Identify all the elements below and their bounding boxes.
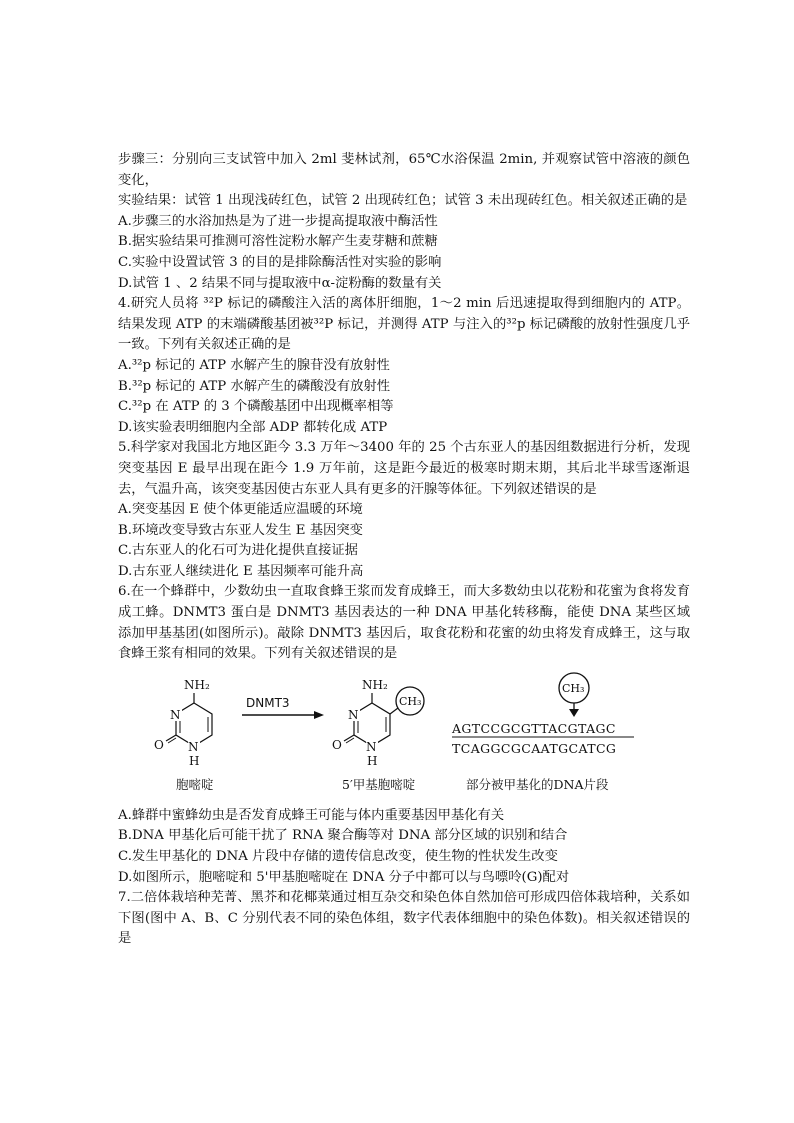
methylcytosine-n-label: N xyxy=(348,707,359,722)
q6-option-c: C.发生甲基化的 DNA 片段中存储的遗传信息改变，使生物的性状发生改变 xyxy=(118,849,558,865)
q3-option-a: A.步骤三的水浴加热是为了进一步提高提取液中酶活性 xyxy=(118,213,438,229)
cytosine-n-label: N xyxy=(170,707,181,722)
experiment-result: 实验结果：试管 1 出现浅砖红色，试管 2 出现砖红色；试管 3 未出现砖红色。相关叙述正确的是 xyxy=(118,193,688,209)
q4-option-d: D.该实验表明细胞内全部 ADP 都转化成 ATP xyxy=(118,419,388,435)
q6-option-a: A.蜂群中蜜蜂幼虫是否发育成蜂王可能与体内重要基因甲基化有关 xyxy=(118,807,505,823)
methylation-diagram xyxy=(118,671,690,806)
cytosine-nh2-label: NH₂ xyxy=(184,677,210,692)
question-text xyxy=(118,150,690,950)
arrow-head-icon xyxy=(314,711,324,719)
question-6-stem: 6.在一个蜂群中，少数幼虫一直取食蜂王浆而发育成蜂王，而大多数幼虫以花粉和花蜜为食将发育成工蜂。DNMT3 蛋白是 DNMT3 基因表达的一种 DNA 甲基化转移酶，能使 DNA 某些区域添加甲基基团(如图所示)。敲除 DNMT3 基因后，取食花粉和花蜜的幼虫将发育成蜂王，这与取食蜂王浆有相同的效果。下列有关叙述错误的是 xyxy=(118,584,690,662)
methylcytosine-o-label: O xyxy=(332,737,342,752)
q3-option-d: D.试管 1 、2 结果不同与提取液中α-淀粉酶的数量有关 xyxy=(118,275,442,291)
dna-top-strand: AGTCCGCGTTACGTAGC xyxy=(452,720,616,736)
cytosine-o-label: O xyxy=(154,737,164,752)
cytosine-n1-label: N xyxy=(188,739,199,754)
question-7-stem: 7.二倍体栽培种芜菁、黑芥和花椰菜通过相互杂交和染色体自然加倍可形成四倍体栽培种，关系如下图(图中 A、B、C 分别代表不同的染色体组，数字代表体细胞中的染色体数)。相关叙述错误的是 xyxy=(118,890,690,947)
dna-methyl-label: CH₃ xyxy=(562,681,585,695)
methylcytosine-n1-label: N xyxy=(366,739,377,754)
dnmt3-label: DNMT3 xyxy=(246,695,290,710)
caption-dna-fragment: 部分被甲基化的DNA片段 xyxy=(466,776,609,792)
methylcytosine-nh2-label: NH₂ xyxy=(362,677,388,692)
q5-option-b: B.环境改变导致古东亚人发生 E 基因突变 xyxy=(118,522,363,538)
q5-option-a: A.突变基因 E 使个体更能适应温暖的环境 xyxy=(118,502,363,518)
q6-option-b: B.DNA 甲基化后可能干扰了 RNA 聚合酶等对 DNA 部分区域的识别和结合 xyxy=(118,828,568,844)
dna-bottom-strand: TCAGGCGCAATGCATCG xyxy=(452,740,617,756)
step-three: 步骤三：分别向三支试管中加入 2ml 斐林试剂，65℃水浴保温 2min, 并观察试管中溶液的颜色变化， xyxy=(118,152,690,188)
question-4-stem: 4.研究人员将 ³²P 标记的磷酸注入活的离体肝细胞，1～2 min 后迅速提取得到细胞内的 ATP。结果发现 ATP 的末端磷酸基团被³²P 标记，并测得 ATP 与注入的³²p 标记磷酸的放射性强度几乎一致。下列有关叙述正确的是 xyxy=(118,296,690,353)
q3-option-c: C.实验中设置试管 3 的目的是排除酶活性对实验的影响 xyxy=(118,254,442,270)
q6-option-d: D.如图所示，胞嘧啶和 5'甲基胞嘧啶在 DNA 分子中都可以与鸟嘌呤(G)配对 xyxy=(118,869,570,885)
q5-option-c: C.古东亚人的化石可为进化提供直接证据 xyxy=(118,543,358,559)
methylation-figure xyxy=(118,671,690,806)
methyl-group-label: CH₃ xyxy=(399,694,422,708)
q3-option-b: B.据实验结果可推测可溶性淀粉水解产生麦芽糖和蔗糖 xyxy=(118,234,438,250)
bond xyxy=(344,735,354,741)
cytosine-h-label: H xyxy=(189,753,200,768)
methylcytosine-h-label: H xyxy=(367,753,378,768)
q4-option-c: C.³²p 在 ATP 的 3 个磷酸基团中出现概率相等 xyxy=(118,399,394,415)
dna-pointer-arrow-icon xyxy=(569,709,579,717)
caption-cytosine: 胞嘧啶 xyxy=(176,776,214,792)
q4-option-b: B.³²p 标记的 ATP 水解产生的磷酸没有放射性 xyxy=(118,378,390,394)
bond xyxy=(166,735,176,741)
bond xyxy=(390,708,398,714)
caption-methylcytosine: 5′甲基胞嘧啶 xyxy=(342,776,416,792)
q5-option-d: D.古东亚人继续进化 E 基因频率可能升高 xyxy=(118,563,364,579)
q4-option-a: A.³²p 标记的 ATP 水解产生的腺苷没有放射性 xyxy=(118,357,390,373)
question-5-stem: 5.科学家对我国北方地区距今 3.3 万年～3400 年的 25 个古东亚人的基因组数据进行分析，发现突变基因 E 最早出现在距今 1.9 万年前，这是距今最近的极寒时期末期，其后北半球雪逐渐退去，气温升高，该突变基因使古东亚人具有更多的汗腺等体征。下列叙述错误的是 xyxy=(118,440,690,497)
